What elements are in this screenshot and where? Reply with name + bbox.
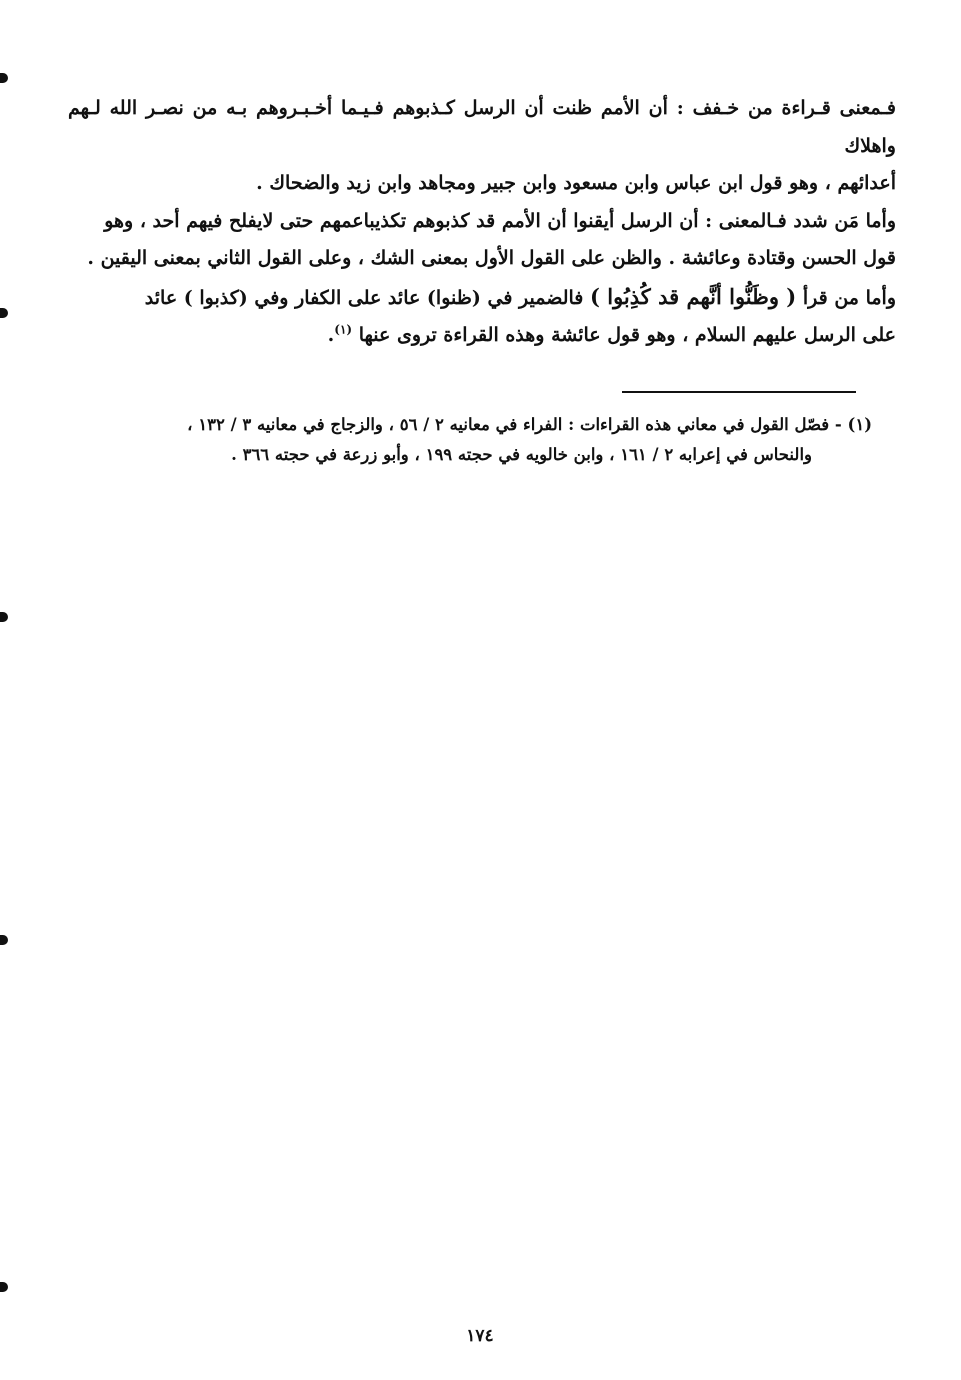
text-line: على الرسل عليهم السلام ، وهو قول عائشة وهذه القراءة تروى عنها (358, 324, 896, 346)
footnote-line: والنحاس في إعرابه ٢ / ١٦١ ، وابن خالويه في حجته ١٩٩ ، وأبو زرعة في حجته ٣٦٦ . (231, 445, 812, 464)
sentence-end: . (327, 324, 335, 346)
footnote-separator (622, 391, 856, 393)
paragraph-1 (68, 90, 896, 203)
paragraph-2 (68, 203, 896, 278)
quran-quote: ( وظَنُّوا أنَّهم قد كُذِبُوا ) (589, 283, 797, 309)
footnote-line: (١) - فصّل القول في معاني هذه القراءات : الفراء في معانيه ٢ / ٥٦ ، والزجاج في معانيه ٣ / ١٣٢ ، (187, 415, 872, 434)
text-line: وأما مَن شدد فـالمعنى : أن الرسل أيقنوا أن الأمم قد كذبوهم تكذيباعمهم حتى لايفلح فيهم أحد ، وهو (104, 209, 896, 232)
footnote-reference: (١) (334, 322, 353, 337)
text-fragment: فالضمير في (ظنوا) عائد على الكفار وفي (كذبوا ) عائد (144, 286, 584, 309)
binder-hole-mark (0, 612, 8, 622)
text-line: أعدائهم ، وهو قول ابن عباس وابن مسعود وابن جبير ومجاهد وابن زيد والضحاك . (256, 172, 896, 194)
binder-hole-mark (0, 73, 8, 83)
text-line: فـمعنى قـراءة من خـفف : أن الأمم ظنت أن الرسل كـذبوهم فـيـما أخـبـروهم بـه من نصـر الله لـهم واهلاك (68, 97, 896, 157)
binder-hole-mark (0, 1282, 8, 1292)
text-fragment: وأما من قرأ (802, 286, 896, 309)
body-text (68, 90, 896, 355)
binder-hole-mark (0, 308, 8, 318)
text-line: قول الحسن وقتادة وعائشة . والظن على القول الأول بمعنى الشك ، وعلى القول الثاني بمعنى اليقين . (87, 247, 896, 269)
page-number: ١٧٤ (466, 1326, 494, 1346)
binder-hole-mark (0, 935, 8, 945)
footnote (100, 410, 872, 470)
paragraph-3 (68, 278, 896, 355)
